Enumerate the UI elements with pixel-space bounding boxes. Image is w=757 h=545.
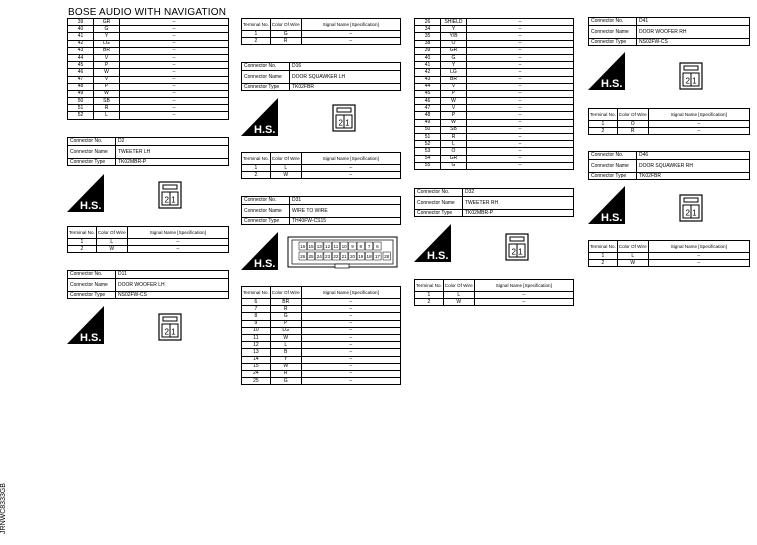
table-row: 35 Y/B – bbox=[415, 33, 574, 40]
table-row: 50 SB – bbox=[415, 126, 574, 133]
table-row: 55 G – bbox=[415, 162, 574, 169]
table-row: 39 GR – bbox=[68, 19, 229, 26]
table-row: 7 R – bbox=[242, 306, 401, 313]
two-pin-connector-icon bbox=[158, 313, 182, 341]
connector-info-row: Connector Name DOOR WOOFER LH bbox=[68, 278, 229, 291]
connector-info-d2 bbox=[67, 137, 229, 166]
table-row: 1 L – bbox=[242, 165, 401, 172]
connector-info-row: Connector No. D16 bbox=[242, 63, 401, 71]
pin-number: 16 bbox=[300, 244, 306, 249]
table-row: 40 G – bbox=[415, 54, 574, 61]
connector-info-d41 bbox=[588, 17, 750, 46]
table-row: 42 LG – bbox=[68, 40, 229, 47]
harness-side-icon bbox=[241, 232, 279, 270]
table-row: 44 V – bbox=[68, 54, 229, 61]
svg-text:2 1: 2 1 bbox=[685, 208, 697, 218]
table-row: 1 L – bbox=[589, 253, 750, 260]
connector-info-row: Connector No. D41 bbox=[589, 18, 750, 26]
table-row: 1 L – bbox=[68, 239, 229, 246]
connector-info-d16 bbox=[241, 62, 401, 91]
table-row: 54 GR – bbox=[415, 155, 574, 162]
table-header-row: Terminal No. Color Of Wire Signal Name [Specification] bbox=[589, 109, 750, 121]
pin-number: 8 bbox=[359, 244, 363, 249]
table-row: 52 L – bbox=[415, 141, 574, 148]
connector-info-row: Connector Type TK02FBR bbox=[242, 83, 401, 91]
table-row: 42 LG – bbox=[415, 69, 574, 76]
table-row: 1 O – bbox=[589, 121, 750, 128]
connector-info-row: Connector No. D2 bbox=[68, 138, 229, 146]
table-row: 2 W – bbox=[415, 299, 574, 306]
table-row: 50 SB – bbox=[68, 98, 229, 105]
svg-text:H.S.: H.S. bbox=[427, 250, 449, 262]
table-row: 48 P – bbox=[415, 112, 574, 119]
table-header-row: Terminal No. Color Of Wire Signal Name [Specification] bbox=[242, 287, 401, 299]
table-row: 12 L – bbox=[242, 342, 401, 349]
table-row: 48 P – bbox=[68, 83, 229, 90]
pin-number: 11 bbox=[333, 244, 339, 249]
pin-number: 23 bbox=[325, 254, 331, 259]
pin-number: 9 bbox=[351, 244, 354, 249]
connector-info-d32 bbox=[414, 188, 574, 217]
connector-info-row: Connector Type TK02MBR-P bbox=[68, 158, 229, 166]
table-row: 8 G – bbox=[242, 313, 401, 320]
svg-text:2 1: 2 1 bbox=[164, 327, 176, 337]
table-row: 25 G – bbox=[242, 378, 401, 385]
two-pin-connector-icon bbox=[158, 181, 182, 209]
table-row: 6 BR – bbox=[242, 299, 401, 306]
pin-number: 25 bbox=[308, 254, 314, 259]
svg-text:2 1: 2 1 bbox=[685, 76, 697, 86]
table-row: 2 W – bbox=[68, 246, 229, 253]
table-header-row: Terminal No. Color Of Wire Signal Name [Specification] bbox=[415, 280, 574, 292]
table-header-row: Terminal No. Color Of Wire Signal Name [Specification] bbox=[589, 241, 750, 253]
diagram-title: BOSE AUDIO WITH NAVIGATION bbox=[68, 7, 227, 18]
table-row: 24 R – bbox=[242, 370, 401, 377]
svg-text:H.S.: H.S. bbox=[254, 258, 276, 270]
table-row: 38 O – bbox=[415, 40, 574, 47]
table-row: 43 BR – bbox=[415, 76, 574, 83]
connector-info-row: Connector Type TK02MBR-P bbox=[415, 209, 574, 217]
svg-text:H.S.: H.S. bbox=[80, 332, 102, 344]
diagram-code: JRNWC8333GB bbox=[0, 483, 7, 534]
table-row: 9 P – bbox=[242, 320, 401, 327]
table-row: 39 GR – bbox=[415, 47, 574, 54]
table-row: 2 W – bbox=[242, 172, 401, 179]
connector-info-row: Connector No. D32 bbox=[415, 189, 574, 197]
svg-text:H.S.: H.S. bbox=[601, 78, 623, 90]
two-pin-connector-icon bbox=[332, 104, 356, 132]
table-row: 52 L – bbox=[68, 112, 229, 119]
connector-info-row: Connector No. D46 bbox=[589, 152, 750, 160]
harness-side-icon bbox=[67, 174, 105, 212]
table-row: 49 W – bbox=[68, 90, 229, 97]
pin-number: 24 bbox=[316, 254, 322, 259]
table-row: 47 V – bbox=[68, 76, 229, 83]
table-row: 14 Y – bbox=[242, 356, 401, 363]
connector-info-row: Connector Name DOOR SQUAWKER RH bbox=[589, 159, 750, 172]
table-row: 53 O – bbox=[415, 148, 574, 155]
pin-number: 22 bbox=[333, 254, 339, 259]
two-pin-connector-icon bbox=[679, 194, 703, 222]
terminal-table-top-left bbox=[67, 18, 229, 120]
pin-number: 28 bbox=[384, 254, 390, 259]
terminal-table-d32 bbox=[414, 279, 574, 306]
connector-info-row: Connector Type TK02FBR bbox=[589, 172, 750, 180]
table-row: 44 V – bbox=[415, 83, 574, 90]
table-row: 13 B – bbox=[242, 349, 401, 356]
table-row: 43 BR – bbox=[68, 47, 229, 54]
table-row: 46 W – bbox=[68, 69, 229, 76]
table-row: 41 Y – bbox=[68, 33, 229, 40]
harness-side-icon bbox=[414, 224, 452, 262]
harness-side-icon bbox=[588, 52, 626, 90]
pin-number: 6 bbox=[376, 244, 379, 249]
pin-number: 17 bbox=[374, 254, 380, 259]
pin-number: 19 bbox=[358, 254, 364, 259]
pin-number: 26 bbox=[300, 254, 306, 259]
table-row: 2 R – bbox=[242, 38, 401, 45]
pin-number: 21 bbox=[341, 254, 347, 259]
connector-info-d31 bbox=[241, 196, 401, 225]
table-row: 11 W – bbox=[242, 334, 401, 341]
pin-number: 7 bbox=[367, 244, 371, 249]
svg-text:H.S.: H.S. bbox=[80, 200, 102, 212]
pin-number: 15 bbox=[308, 244, 314, 249]
table-row: 1 G – bbox=[242, 31, 401, 38]
multi-pin-connector-face bbox=[287, 234, 398, 270]
table-header-row: Terminal No. Color Of Wire Signal Name [Specification] bbox=[242, 153, 401, 165]
pin-number: 20 bbox=[349, 254, 356, 259]
pin-number: 18 bbox=[366, 254, 372, 259]
table-row: 47 V – bbox=[415, 105, 574, 112]
connector-info-row: Connector Name DOOR SQUAWKER LH bbox=[242, 70, 401, 83]
two-pin-connector-icon bbox=[679, 62, 703, 90]
table-row: 45 P – bbox=[68, 62, 229, 69]
table-row: 49 W – bbox=[415, 119, 574, 126]
table-row: 10 LG – bbox=[242, 327, 401, 334]
two-pin-connector-icon bbox=[505, 233, 529, 261]
pin-number: 10 bbox=[341, 244, 347, 249]
svg-text:H.S.: H.S. bbox=[254, 124, 276, 136]
table-row: 34 Y – bbox=[415, 26, 574, 33]
terminal-table-col3-top bbox=[414, 18, 574, 170]
table-row: 41 Y – bbox=[415, 62, 574, 69]
connector-info-d46 bbox=[588, 151, 750, 180]
connector-info-row: Connector Name WIRE TO WIRE bbox=[242, 204, 401, 217]
svg-text:2 1: 2 1 bbox=[511, 247, 523, 257]
pin-number: 13 bbox=[316, 244, 322, 249]
terminal-table-d31 bbox=[241, 286, 401, 385]
terminal-table-d2 bbox=[67, 226, 229, 253]
svg-text:2 1: 2 1 bbox=[338, 118, 350, 128]
table-row: 51 R – bbox=[68, 105, 229, 112]
terminal-table-d41 bbox=[588, 108, 750, 135]
table-row: 1 L – bbox=[415, 292, 574, 299]
harness-side-icon bbox=[241, 98, 279, 136]
connector-info-row: Connector No. D11 bbox=[68, 271, 229, 279]
connector-info-row: Connector Name TWEETER LH bbox=[68, 145, 229, 158]
table-row: 2 R – bbox=[589, 128, 750, 135]
pin-number: 12 bbox=[325, 244, 331, 249]
table-row: 2 W – bbox=[589, 260, 750, 267]
table-header-row: Terminal No. Color Of Wire Signal Name [Specification] bbox=[242, 19, 401, 31]
connector-info-row: Connector Name TWEETER RH bbox=[415, 196, 574, 209]
table-row: 40 G – bbox=[68, 26, 229, 33]
harness-side-icon bbox=[588, 186, 626, 224]
table-row: 51 R – bbox=[415, 134, 574, 141]
svg-text:H.S.: H.S. bbox=[601, 212, 623, 224]
connector-info-d11 bbox=[67, 270, 229, 299]
table-row: 26 SHIELD – bbox=[415, 19, 574, 26]
table-row: 46 W – bbox=[415, 98, 574, 105]
harness-side-icon bbox=[67, 306, 105, 344]
connector-info-row: Connector Type NS02FW-CS bbox=[68, 291, 229, 299]
svg-text:2 1: 2 1 bbox=[164, 195, 176, 205]
terminal-table-col2-top bbox=[241, 18, 401, 45]
table-row: 15 W – bbox=[242, 363, 401, 370]
terminal-table-d46 bbox=[588, 240, 750, 267]
terminal-table-d16 bbox=[241, 152, 401, 179]
connector-info-row: Connector No. D31 bbox=[242, 197, 401, 205]
connector-info-row: Connector Type NS02FW-CS bbox=[589, 38, 750, 46]
table-row: 45 P – bbox=[415, 90, 574, 97]
table-header-row: Terminal No. Color Of Wire Signal Name [Specification] bbox=[68, 227, 229, 239]
connector-info-row: Connector Type TH40FW-CS15 bbox=[242, 217, 401, 225]
connector-info-row: Connector Name DOOR WOOFER RH bbox=[589, 25, 750, 38]
